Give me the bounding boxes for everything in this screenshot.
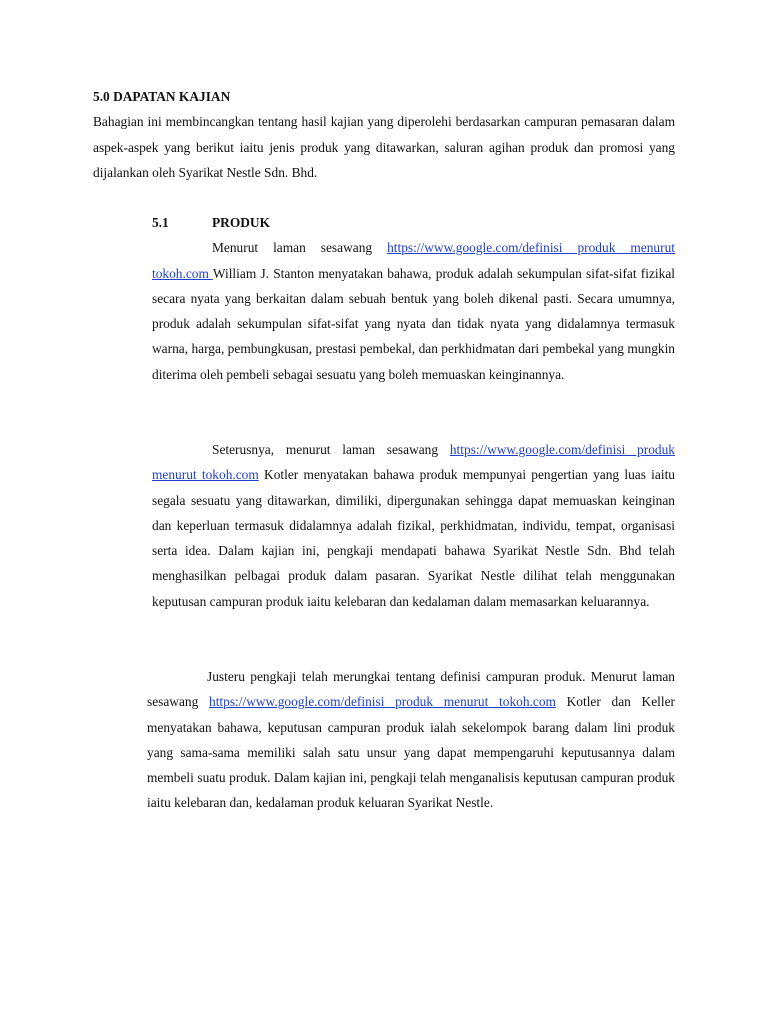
subsection-5-1: [152, 210, 675, 387]
section-intro: Bahagian ini membincangkan tentang hasil kajian yang diperolehi berdasarkan campuran pemasaran dalam aspek-aspek yang berikut iaitu jenis produk yang ditawarkan, saluran agihan produk dan promosi yang dijalankan oleh Syarikat Nestle Sdn. Bhd.: [93, 114, 675, 180]
section-5-0: [93, 84, 675, 185]
subsection-number: 5.1: [152, 215, 169, 230]
paragraph-3-link[interactable]: https://www.google.com/definisi produk menurut tokoh.com: [209, 694, 556, 710]
paragraph-3-body: Kotler dan Keller menyatakan bahawa, keputusan campuran produk ialah sekelompok barang dalam lini produk yang sama-sama memiliki salah satu unsur yang dapat mempengaruhi keputusannya dalam membeli suatu produk. Dalam kajian ini, pengkaji telah menganalisis keputusan campuran produk iaitu kelebaran dan, kedalaman produk keluaran Syarikat Nestle.: [147, 694, 675, 811]
paragraph-1-lead: Menurut laman sesawang: [212, 240, 388, 256]
section-title: 5.0 DAPATAN KAJIAN: [93, 89, 231, 104]
paragraph-1-link[interactable]: https://www.google.com/definisi produk menurut tokoh.com: [152, 240, 675, 281]
paragraph-2: [152, 437, 675, 614]
subsection-heading: [152, 210, 675, 235]
paragraph-2-lead: Seterusnya, menurut laman sesawang: [212, 442, 450, 457]
paragraph-3: [147, 664, 675, 816]
paragraph-2-link[interactable]: https://www.google.com/definisi produk menurut tokoh.com: [152, 442, 675, 483]
paragraph-1-body: William J. Stanton menyatakan bahawa, produk adalah sekumpulan sifat-sifat fizikal secara nyata yang berkaitan dalam sebuah bentuk yang boleh dikenal pasti. Secara umumnya, produk adalah sekumpulan sifat-sifat yang nyata dan tidak nyata yang didalamnya termasuk warna, harga, pembungkusan, prestasi pembekal, dan perkhidmatan dari pembekal yang mungkin diterima oleh pembeli sebagai sesuatu yang boleh memuaskan keinginannya.: [152, 265, 675, 382]
paragraph-1: [152, 235, 675, 387]
paragraph-2-block: [152, 437, 675, 614]
paragraph-2-body: Kotler menyatakan bahawa produk mempunyai pengertian yang luas iaitu segala sesuatu yang ditawarkan, dimiliki, dipergunakan sehingga dapat memuaskan keinginan dan keperluan termasuk didalamnya adalah fizikal, perkhidmatan, individu, tempat, organisasi serta idea. Dalam kajian ini, pengkaji mendapati bahawa Syarikat Nestle Sdn. Bhd telah menghasilkan pelbagai produk dalam pasaran. Syarikat Nestle dilihat telah menggunakan keputusan campuran produk iaitu kelebaran dan kedalaman dalam memasarkan keluarannya.: [152, 467, 675, 609]
subsection-title: PRODUK: [212, 215, 271, 230]
paragraph-3-lead: Justeru pengkaji telah merungkai tentang definisi campuran produk. Menurut laman sesawang: [147, 669, 675, 710]
paragraph-3-block: [147, 664, 675, 816]
